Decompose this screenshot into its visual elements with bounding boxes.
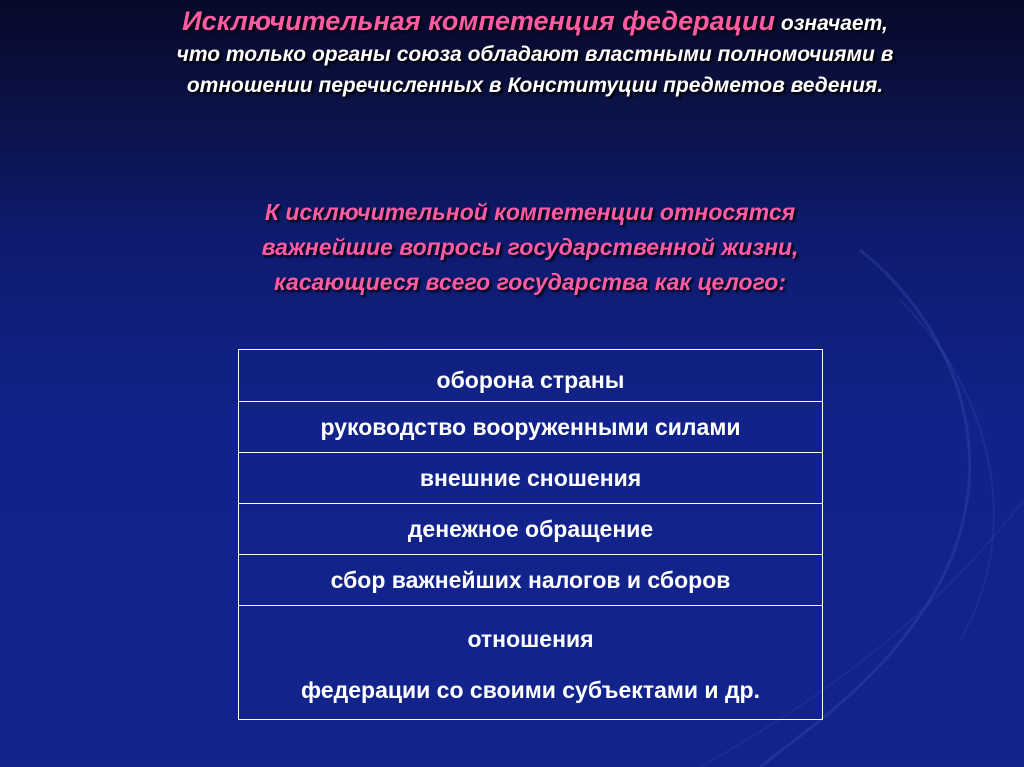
subheading <box>150 195 910 300</box>
sphere-row-federal-relations <box>239 605 822 719</box>
heading-line-2: что только органы союза обладают властными полномочиями в <box>176 43 894 66</box>
sphere-row-foreign-relations: внешние сношения <box>239 452 822 503</box>
sphere-row-currency: денежное обращение <box>239 503 822 554</box>
heading-term: Исключительная компетенция федерации <box>182 6 776 36</box>
subheading-line-3: касающиеся всего государства как целого: <box>274 269 786 295</box>
heading-rest: означает, <box>775 12 888 35</box>
heading-line-3: отношении перечисленных в Конституции предметов ведения. <box>186 74 884 97</box>
sphere-row-taxes: сбор важнейших налогов и сборов <box>239 554 822 605</box>
sphere-row-defense: оборона страны <box>436 367 625 393</box>
slide-heading <box>70 6 1000 101</box>
sphere-row-federal-relations-line-1: отношения <box>467 625 594 652</box>
subheading-line-2: важнейшие вопросы государственной жизни, <box>261 234 799 260</box>
sphere-row-federal-relations-line-2: федерации со своими субъектами и др. <box>301 676 760 703</box>
sphere-row-armed-forces: руководство вооруженными силами <box>239 401 822 452</box>
spheres-table <box>238 349 823 720</box>
heading-line-1 <box>70 6 1000 39</box>
subheading-line-1: К исключительной компетенции относятся <box>264 199 796 225</box>
